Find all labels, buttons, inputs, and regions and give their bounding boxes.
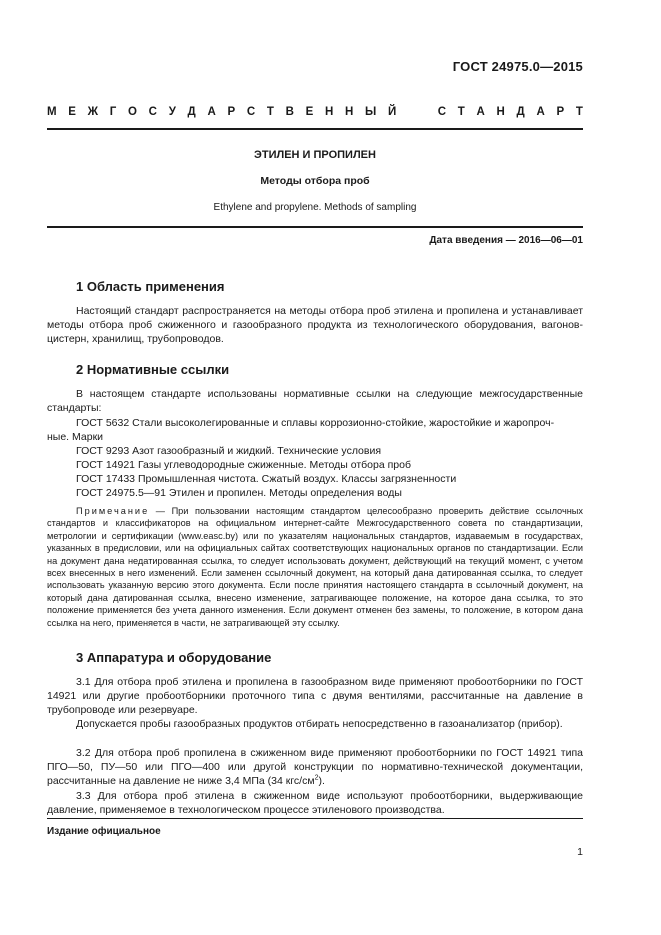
banner-letter: А xyxy=(476,106,485,118)
banner-letter: Е xyxy=(305,106,314,118)
introduction-date: Дата введения — 2016—06—01 xyxy=(429,235,583,246)
banner-letter: Р xyxy=(556,106,565,118)
banner-letter: С xyxy=(437,106,447,118)
banner-letter: Т xyxy=(575,106,583,118)
banner-letter: Й xyxy=(387,106,397,118)
official-edition-label: Издание официальное xyxy=(47,826,161,837)
banner-letter: Г xyxy=(109,106,117,118)
banner-letter: Д xyxy=(187,106,196,118)
banner-letter: Ы xyxy=(365,106,377,118)
banner-letter: А xyxy=(207,106,216,118)
banner-letter: Н xyxy=(496,106,505,118)
banner-letter: Е xyxy=(68,106,76,118)
banner-letter: А xyxy=(536,106,545,118)
header-rule xyxy=(47,128,583,130)
banner-letter xyxy=(408,106,411,118)
banner-letter: О xyxy=(128,106,137,118)
standard-code: ГОСТ 24975.0—2015 xyxy=(452,59,583,74)
reference-item: ГОСТ 17433 Промышленная чистота. Сжатый воздух. Классы загрязненности xyxy=(76,473,457,485)
section-2-intro: В настоящем стандарте использованы нормативные ссылки на следующие межгосударственные стандарты: xyxy=(47,388,583,415)
banner-letter: Ж xyxy=(87,106,99,118)
banner-letter: Т xyxy=(457,106,465,118)
note-label: Примечание xyxy=(76,506,150,516)
superscript: 2 xyxy=(314,774,319,782)
section-3-3-text: 3.3 Для отбора проб этилена в сжиженном виде используют пробоотборники, выдерживающие давление, применяемое в технологическом процессе этиленового производства. xyxy=(47,790,583,817)
reference-item: ГОСТ 24975.5—91 Этилен и пропилен. Методы определения воды xyxy=(76,487,402,499)
references-note xyxy=(47,505,583,629)
banner-letter: С xyxy=(246,106,256,118)
section-3-2-text xyxy=(47,746,583,789)
section-3-heading: 3 Аппаратура и оборудование xyxy=(76,650,272,665)
banner-letter: М xyxy=(47,106,57,118)
banner-letter xyxy=(423,106,426,118)
page-number: 1 xyxy=(577,846,583,858)
banner-letter: У xyxy=(168,106,176,118)
section-3-1-permission: Допускается пробы газообразных продуктов отбирать непосредственно в газоанализатор (прибор). xyxy=(76,718,563,730)
banner-letter: Д xyxy=(516,106,525,118)
note-text: — При пользовании настоящим стандартом целесообразно проверить действие ссылочных стандартов и классификаторов на официальном интернет-сайте Межгосударственного совета по стандартизации, метрологии и сертификации (www.easc.by) или по указателям национальных стандартов, издаваемым в государствах, указанных в предисловии, или на официальных сайтах соответствующих национальных органов по стандартизации. Если на документ дана недатированная ссылка, то следует использовать документ, действующий на текущий момент, с учетом всех внесенных в него изменений. Если заменен ссылочный документ, на который дана датированная ссылка, то следует использовать указанную версию этого документа. Если после принятия настоящего стандарта в ссылочный документ, на который дана датированная ссылка, внесено изменение, затрагивающее положение, на которое дана ссылка, то это положение применяется без учета данного изменения. Если документ отменен без замены, то положение, в котором дана ссылка на него, применяется в части, не затрагивающей эту ссылку. xyxy=(47,506,583,628)
banner-letter: Р xyxy=(227,106,236,118)
reference-gost-5632-continued: ные. Марки xyxy=(47,431,104,443)
reference-item: ГОСТ 14921 Газы углеводородные сжиженные. Методы отбора проб xyxy=(76,459,412,471)
section-3-2-end: ). xyxy=(318,775,325,788)
banner-letter: Н xyxy=(345,106,354,118)
banner-letter: Т xyxy=(266,106,274,118)
section-1-heading: 1 Область применения xyxy=(76,279,225,294)
banner-letter: С xyxy=(148,106,157,118)
english-title: Ethylene and propylene. Methods of sampling xyxy=(213,202,417,213)
reference-gost-5632: ГОСТ 5632 Стали высоколегированные и сплавы коррозионно-стойкие, жаростойкие и жаропроч- xyxy=(76,417,555,429)
document-title: ЭТИЛЕН И ПРОПИЛЕН xyxy=(254,149,376,161)
interstate-standard-banner xyxy=(47,106,583,118)
banner-letter: В xyxy=(285,106,294,118)
section-3-1-text: 3.1 Для отбора проб этилена и пропилена в газообразном виде применяют пробоотборники по ГОСТ 14921 или другие пробоотборники проточного типа с двумя вентилями, рассчитанные на давление в трубопроводе или резервуаре. xyxy=(47,676,583,717)
section-2-heading: 2 Нормативные ссылки xyxy=(76,362,230,377)
section-3-2-body: 3.2 Для отбора проб пропилена в сжиженном виде применяют пробоотборники по ГОСТ 14921 типа ПГО—50, ПУ—50 или ПГО—400 или другой конструкции по нормативно-технической документации, рассчитанные на давление не ниже 3,4 МПа (34 кгс/см xyxy=(47,747,583,788)
reference-item: ГОСТ 9293 Азот газообразный и жидкий. Технические условия xyxy=(76,445,382,457)
title-rule xyxy=(47,226,583,228)
section-1-text: Настоящий стандарт распространяется на методы отбора проб этилена и пропилена и устанавливает методы отбора проб сжиженного и газообразного продукта из технологического оборудования, вагонов-цистерн, хранилищ, трубопроводов. xyxy=(47,305,583,346)
banner-letter: Н xyxy=(324,106,334,118)
footer-rule xyxy=(47,818,583,819)
document-subtitle: Методы отбора проб xyxy=(260,175,370,187)
